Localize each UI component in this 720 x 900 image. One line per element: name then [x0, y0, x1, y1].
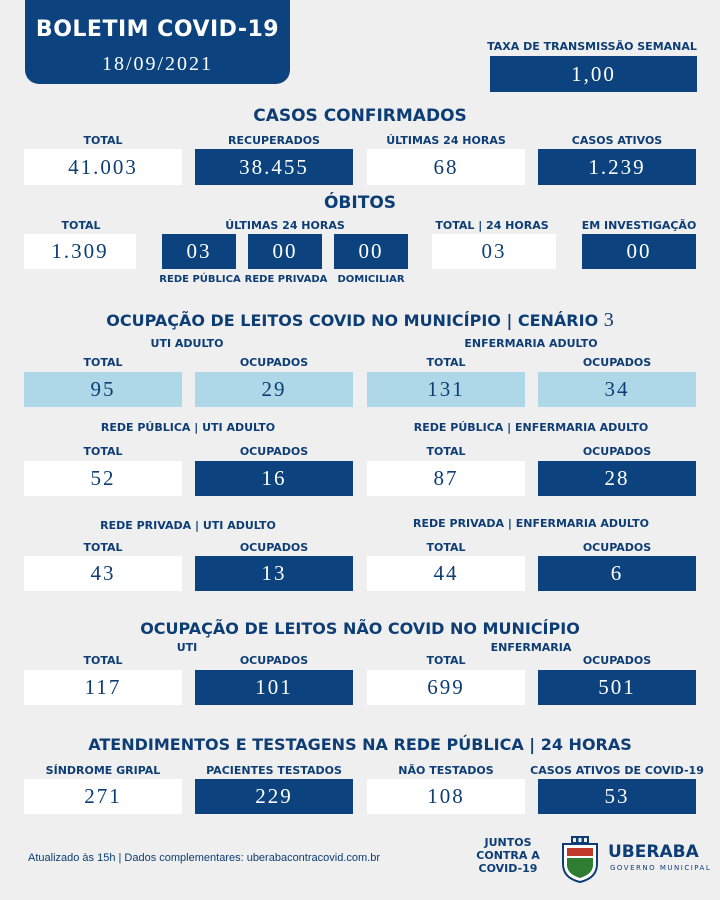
- bulletin-date: 18/09/2021: [101, 53, 214, 75]
- private-uti-group-label: REDE PRIVADA | UTI ADULTO: [100, 519, 276, 532]
- covid-uti-total-label: TOTAL: [83, 356, 123, 369]
- noncovid-uti-group-label: UTI: [176, 641, 198, 654]
- covid-enf-total-value: 131: [367, 372, 525, 407]
- care-tested-value: 229: [195, 779, 353, 814]
- public-uti-total-label: TOTAL: [83, 445, 123, 458]
- private-uti-ocup-value: 13: [195, 556, 353, 591]
- deaths-total-value: 1.309: [24, 234, 136, 269]
- deaths-home-label: DOMICILIAR: [337, 274, 405, 285]
- care-untested-label: NÃO TESTADOS: [398, 764, 494, 777]
- section-title-covid-beds: [0, 309, 720, 332]
- noncovid-enf-ocup-value: 501: [538, 670, 696, 705]
- care-flu-label: SÍNDROME GRIPAL: [45, 764, 161, 777]
- noncovid-enf-total-value: 699: [367, 670, 525, 705]
- private-enf-group-label: REDE PRIVADA | ENFERMARIA ADULTO: [413, 517, 649, 530]
- care-tested-label: PACIENTES TESTADOS: [206, 764, 342, 777]
- covid-enf-group-label: ENFERMARIA ADULTO: [464, 337, 598, 350]
- deaths-private-label: REDE PRIVADA: [244, 274, 328, 285]
- confirmed-24h-value: 68: [367, 149, 525, 185]
- covid-uti-ocup-label: OCUPADOS: [239, 356, 309, 369]
- city-logo-subtitle: GOVERNO MUNICIPAL: [610, 864, 712, 872]
- coat-of-arms-icon: [557, 834, 603, 884]
- noncovid-enf-group-label: ENFERMARIA: [490, 641, 572, 654]
- covid-uti-total-value: 95: [24, 372, 182, 407]
- covid-enf-ocup-value: 34: [538, 372, 696, 407]
- private-uti-total-value: 43: [24, 556, 182, 591]
- deaths-home-value: 00: [334, 234, 408, 269]
- private-enf-ocup-value: 6: [538, 556, 696, 591]
- public-uti-total-value: 52: [24, 461, 182, 496]
- care-active-label: CASOS ATIVOS DE COVID-19: [530, 764, 704, 777]
- deaths-24h-label: ÚLTIMAS 24 HORAS: [225, 219, 345, 232]
- deaths-private-value: 00: [248, 234, 322, 269]
- public-enf-ocup-label: OCUPADOS: [582, 445, 652, 458]
- confirmed-recovered-value: 38.455: [195, 149, 353, 185]
- noncovid-enf-total-label: TOTAL: [426, 654, 466, 667]
- confirmed-active-label: CASOS ATIVOS: [571, 134, 663, 147]
- covid-beds-title: OCUPAÇÃO DE LEITOS COVID NO MUNICÍPIO | CENÁRIO: [106, 311, 599, 330]
- juntos-line-3: COVID-19: [478, 862, 538, 875]
- public-uti-ocup-value: 16: [195, 461, 353, 496]
- deaths-total24-value: 03: [432, 234, 556, 269]
- juntos-line-1: JUNTOS: [484, 836, 532, 849]
- noncovid-uti-total-value: 117: [24, 670, 182, 705]
- confirmed-active-value: 1.239: [538, 149, 696, 185]
- public-uti-group-label: REDE PÚBLICA | UTI ADULTO: [100, 421, 276, 434]
- deaths-public-value: 03: [162, 234, 236, 269]
- covid-enf-total-label: TOTAL: [426, 356, 466, 369]
- public-uti-ocup-label: OCUPADOS: [239, 445, 309, 458]
- care-active-value: 53: [538, 779, 696, 814]
- covid-uti-group-label: UTI ADULTO: [150, 337, 224, 350]
- header-banner: [25, 0, 290, 84]
- confirmed-24h-label: ÚLTIMAS 24 HORAS: [386, 134, 506, 147]
- noncovid-uti-total-label: TOTAL: [83, 654, 123, 667]
- care-flu-value: 271: [24, 779, 182, 814]
- public-enf-group-label: REDE PÚBLICA | ENFERMARIA ADULTO: [413, 421, 649, 434]
- public-enf-total-label: TOTAL: [426, 445, 466, 458]
- private-enf-ocup-label: OCUPADOS: [582, 541, 652, 554]
- transmission-rate-label: TAXA DE TRANSMISSÃO SEMANAL: [487, 40, 697, 53]
- care-untested-value: 108: [367, 779, 525, 814]
- private-enf-total-value: 44: [367, 556, 525, 591]
- deaths-investigation-value: 00: [582, 234, 696, 269]
- section-title-confirmed: CASOS CONFIRMADOS: [253, 106, 467, 126]
- deaths-total-label: TOTAL: [61, 219, 101, 232]
- public-enf-ocup-value: 28: [538, 461, 696, 496]
- confirmed-total-label: TOTAL: [83, 134, 123, 147]
- noncovid-uti-ocup-label: OCUPADOS: [239, 654, 309, 667]
- covid-enf-ocup-label: OCUPADOS: [582, 356, 652, 369]
- private-uti-total-label: TOTAL: [83, 541, 123, 554]
- transmission-rate-value: 1,00: [490, 56, 697, 92]
- section-title-noncovid-beds: OCUPAÇÃO DE LEITOS NÃO COVID NO MUNICÍPIO: [140, 619, 580, 638]
- confirmed-recovered-label: RECUPERADOS: [228, 134, 320, 147]
- covid-beds-scenario: 3: [603, 309, 614, 331]
- bulletin-title: BOLETIM COVID-19: [35, 17, 280, 42]
- juntos-line-2: CONTRA A: [476, 849, 540, 862]
- juntos-logo: [470, 836, 546, 875]
- covid-uti-ocup-value: 29: [195, 372, 353, 407]
- section-title-care-testing: ATENDIMENTOS E TESTAGENS NA REDE PÚBLICA | 24 HORAS: [88, 735, 632, 754]
- noncovid-uti-ocup-value: 101: [195, 670, 353, 705]
- noncovid-enf-ocup-label: OCUPADOS: [582, 654, 652, 667]
- public-enf-total-value: 87: [367, 461, 525, 496]
- city-logo-text: UBERABA: [608, 842, 699, 862]
- section-title-deaths: ÓBITOS: [323, 193, 397, 213]
- deaths-investigation-label: EM INVESTIGAÇÃO: [581, 219, 697, 232]
- private-uti-ocup-label: OCUPADOS: [239, 541, 309, 554]
- confirmed-total-value: 41.003: [24, 149, 182, 185]
- deaths-public-label: REDE PÚBLICA: [159, 274, 241, 285]
- footer-note: Atualizado às 15h | Dados complementares: uberabacontracovid.com.br: [28, 852, 380, 864]
- deaths-total24-label: TOTAL | 24 HORAS: [435, 219, 549, 232]
- private-enf-total-label: TOTAL: [426, 541, 466, 554]
